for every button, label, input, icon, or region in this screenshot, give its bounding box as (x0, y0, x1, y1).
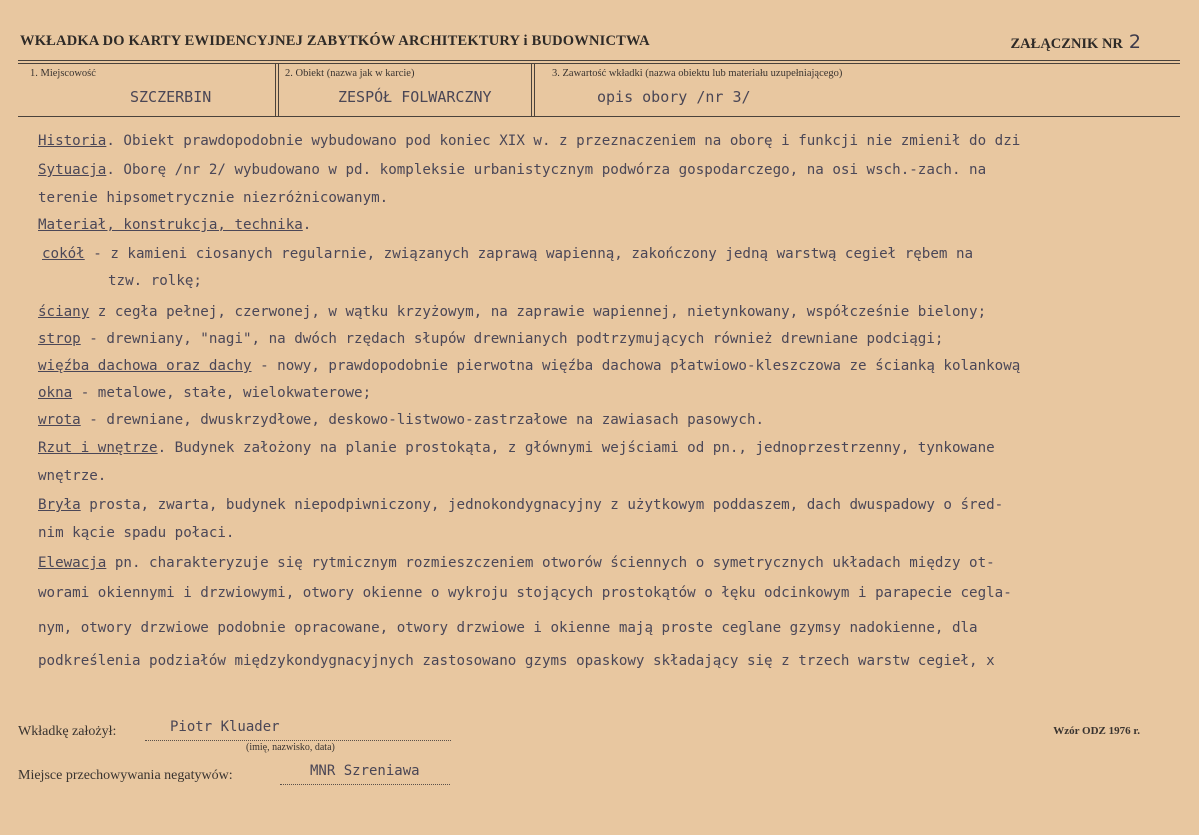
section-heading-massing: Bryła (38, 497, 81, 513)
subheading-roof: więźba dachowa oraz dachy (38, 358, 252, 374)
text-line (38, 133, 1020, 149)
line-text: - z kamieni ciosanych regularnie, związanych zaprawą wapienną, zakończony jedną warstwą cegieł rębem na (84, 246, 974, 262)
field-divider (278, 63, 279, 116)
subheading-gates: wrota (38, 412, 81, 428)
line-text: terenie hipsometrycznie niezróżnicowanym. (38, 190, 389, 206)
text-line (38, 525, 234, 541)
text-line (38, 217, 311, 233)
place-value: SZCZERBIN (130, 88, 212, 106)
text-line (38, 585, 1012, 601)
author-dotted-line (145, 740, 451, 741)
text-line (38, 412, 764, 428)
line-text: podkreślenia podziałów międzykondygnacyjnych zastosowano gzyms opaskowy składający się z trzech warstw cegieł, x (38, 653, 995, 669)
negatives-label: Miejsce przechowywania negatywów: (18, 768, 233, 783)
text-line (38, 468, 106, 484)
text-line (38, 331, 943, 347)
author-value: Piotr Kluader (170, 719, 280, 735)
subheading-plinth: cokół (42, 246, 85, 262)
negatives-dotted-line (280, 784, 450, 785)
line-text: wnętrze. (38, 468, 107, 484)
content-label: 3. Zawartość wkładki (nazwa obiektu lub materiału uzupełniającego) (552, 68, 843, 79)
negatives-value: MNR Szreniawa (310, 763, 420, 779)
text-line (38, 190, 388, 206)
text-line (38, 304, 986, 320)
text-line (38, 385, 371, 401)
text-line (38, 440, 995, 456)
line-text: - drewniany, "nagi", na dwóch rzędach słupów drewnianych podtrzymujących również drewniane podciągi; (80, 331, 944, 347)
section-heading-history: Historia (38, 133, 107, 149)
text-line (38, 620, 978, 636)
author-label: Wkładkę założył: (18, 724, 117, 739)
line-text: - drewniane, dwuskrzydłowe, deskowo-listwowo-zastrzałowe na zawiasach pasowych. (80, 412, 765, 428)
place-label: 1. Miejscowość (30, 68, 96, 79)
subheading-ceiling: strop (38, 331, 81, 347)
line-text: . Oborę /nr 2/ wybudowano w pd. kompleksie urbanistycznym podwórza gospodarczego, na osi wsch.-zach. na (106, 162, 987, 178)
attachment-label: ZAŁĄCZNIK NR (1010, 36, 1123, 52)
form-header-title: WKŁADKA DO KARTY EWIDENCYJNEJ ZABYTKÓW ARCHITEKTURY i BUDOWNICTWA (20, 33, 650, 49)
text-line (38, 653, 995, 669)
object-value: ZESPÓŁ FOLWARCZNY (338, 88, 492, 106)
attachment-number: 2 (1128, 31, 1141, 53)
line-text: prosta, zwarta, budynek niepodpiwniczony, jednokondygnacyjny z użytkowym poddaszem, dach dwuspadowy o śred- (80, 497, 1004, 513)
fields-rule-bottom (18, 116, 1180, 117)
text-line (38, 358, 1020, 374)
section-heading-material: Materiał, konstrukcja, technika (38, 217, 303, 233)
text-line (42, 246, 973, 262)
form-code: Wzór ODZ 1976 r. (1053, 725, 1140, 737)
line-text: . (302, 217, 312, 233)
subheading-windows: okna (38, 385, 73, 401)
field-divider (275, 63, 276, 116)
author-sub-label: (imię, nazwisko, data) (246, 742, 335, 753)
field-divider (534, 63, 535, 116)
line-text: pn. charakteryzuje się rytmicznym rozmieszczeniem otworów ściennych o symetrycznych układach między ot- (106, 555, 995, 571)
field-divider (531, 63, 532, 116)
line-text: - metalowe, stałe, wielokwaterowe; (72, 385, 372, 401)
line-text: tzw. rolkę; (108, 273, 202, 289)
object-label: 2. Obiekt (nazwa jak w karcie) (285, 68, 415, 79)
text-line (108, 273, 202, 289)
description-body (38, 133, 1198, 669)
attachment-number-label (1011, 31, 1141, 53)
line-text: worami okiennymi i drzwiowymi, otwory okienne o wykroju stojących prostokątów o łęku odcinkowym i parapecie cegla- (38, 585, 1012, 601)
content-value: opis obory /nr 3/ (597, 88, 751, 106)
subheading-walls: ściany (38, 304, 90, 320)
text-line (38, 162, 986, 178)
line-text: . Obiekt prawdopodobnie wybudowano pod koniec XIX w. z przeznaczeniem na oborę i funkcji nie zmienił do dzi (106, 133, 1021, 149)
line-text: - nowy, prawdopodobnie pierwotna więźba dachowa płatwiowo-kleszczowa ze ścianką kolankową (251, 358, 1021, 374)
section-heading-elevation: Elewacja (38, 555, 107, 571)
header-rule-inner (18, 63, 1180, 64)
section-heading-plan: Rzut i wnętrze (38, 440, 158, 456)
line-text: nym, otwory drzwiowe podobnie opracowane, otwory drzwiowe i okienne mają proste ceglane gzymsy nadokienne, dla (38, 620, 978, 636)
header-rule-top (18, 60, 1180, 61)
text-line (38, 497, 1003, 513)
text-line (38, 555, 995, 571)
line-text: . Budynek założony na planie prostokąta, z głównymi wejściami od pn., jednoprzestrzenny, tynkowane (157, 440, 995, 456)
line-text: nim kącie spadu połaci. (38, 525, 235, 541)
section-heading-situation: Sytuacja (38, 162, 107, 178)
line-text: z cegła pełnej, czerwonej, w wątku krzyżowym, na zaprawie wapiennej, nietynkowany, współcześnie bielony; (89, 304, 987, 320)
